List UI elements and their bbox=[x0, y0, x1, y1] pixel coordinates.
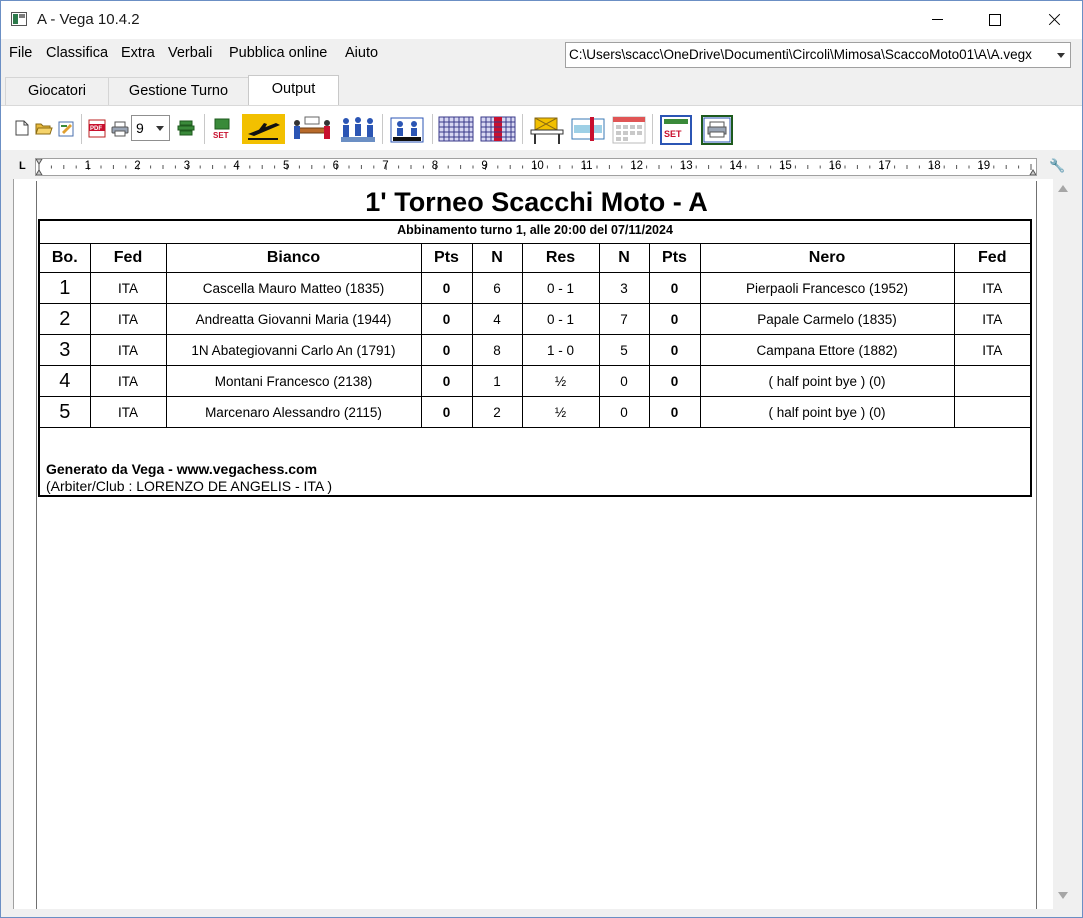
close-button[interactable] bbox=[1024, 1, 1082, 39]
title-bar bbox=[1, 1, 1082, 39]
document-view[interactable] bbox=[13, 179, 1054, 909]
chevron-down-icon[interactable] bbox=[156, 126, 164, 131]
pts-black: 0 bbox=[649, 366, 700, 397]
pairings-box bbox=[38, 219, 1032, 497]
table-row bbox=[40, 304, 1030, 335]
fed-white: ITA bbox=[90, 397, 166, 428]
zoom-select[interactable] bbox=[131, 115, 170, 141]
ruler-number: 15 bbox=[779, 160, 792, 172]
pts-white: 0 bbox=[421, 273, 472, 304]
result: 1 - 0 bbox=[522, 335, 599, 366]
pairings-table bbox=[40, 243, 1030, 428]
table-header-row bbox=[40, 244, 1030, 273]
n-white: 8 bbox=[472, 335, 522, 366]
arbiter-info: (Arbiter/Club : LORENZO DE ANGELIS - ITA ) bbox=[46, 478, 333, 494]
tab-strip bbox=[1, 75, 1082, 105]
header-result: Res bbox=[522, 244, 599, 273]
header-white: Bianco bbox=[166, 244, 421, 273]
white-player: Cascella Mauro Matteo (1835) bbox=[166, 273, 421, 304]
table-row bbox=[40, 397, 1030, 428]
black-player: ( half point bye ) (0) bbox=[700, 366, 954, 397]
document-page bbox=[36, 181, 1037, 909]
n-black: 0 bbox=[599, 366, 649, 397]
n-white: 4 bbox=[472, 304, 522, 335]
pts-white: 0 bbox=[421, 304, 472, 335]
svg-text:SET: SET bbox=[213, 131, 229, 140]
calendar-icon[interactable] bbox=[612, 116, 646, 144]
printer-icon[interactable] bbox=[111, 121, 129, 137]
tab-gestione-turno[interactable]: Gestione Turno bbox=[108, 77, 249, 105]
white-player: Marcenaro Alessandro (2115) bbox=[166, 397, 421, 428]
ruler-number: 6 bbox=[332, 160, 339, 172]
result: 0 - 1 bbox=[522, 304, 599, 335]
chevron-down-icon[interactable] bbox=[1057, 53, 1065, 58]
result: 0 - 1 bbox=[522, 273, 599, 304]
tab-output[interactable]: Output bbox=[248, 75, 339, 106]
set-icon[interactable] bbox=[212, 118, 236, 140]
ruler-number: 11 bbox=[580, 160, 593, 172]
players-icon[interactable] bbox=[340, 115, 376, 145]
toolbar bbox=[1, 105, 1082, 150]
table-row bbox=[40, 273, 1030, 304]
toolbar-separator bbox=[522, 114, 523, 144]
menu-pubblica-online[interactable]: Pubblica online bbox=[229, 45, 328, 61]
menu-extra[interactable]: Extra bbox=[121, 45, 155, 61]
black-player: ( half point bye ) (0) bbox=[700, 397, 954, 428]
toolbar-separator bbox=[652, 114, 653, 144]
n-black: 5 bbox=[599, 335, 649, 366]
ruler-bar bbox=[13, 151, 1076, 179]
grid-purple-icon[interactable] bbox=[438, 116, 474, 142]
pts-white: 0 bbox=[421, 397, 472, 428]
fed-black bbox=[954, 366, 1030, 397]
set-export-icon[interactable] bbox=[659, 115, 693, 145]
fed-white: ITA bbox=[90, 366, 166, 397]
print-stack-icon[interactable] bbox=[177, 119, 195, 137]
board-number: 1 bbox=[40, 273, 90, 304]
board-number: 4 bbox=[40, 366, 90, 397]
minimize-button[interactable] bbox=[908, 1, 966, 39]
wrench-icon[interactable]: 🔧 bbox=[1049, 158, 1066, 173]
file-path-value: C:\Users\scacc\OneDrive\Documenti\Circoli\Mimosa\ScaccoMoto01\A\A.vegx bbox=[569, 47, 1032, 62]
ruler-number: 7 bbox=[382, 160, 389, 172]
maximize-button[interactable] bbox=[966, 1, 1024, 39]
window-title: A - Vega 10.4.2 bbox=[37, 11, 140, 28]
tournament-title: 1' Torneo Scacchi Moto - A bbox=[365, 187, 708, 217]
header-black: Nero bbox=[700, 244, 954, 273]
toolbar-separator bbox=[432, 114, 433, 144]
pts-black: 0 bbox=[649, 397, 700, 428]
ruler-number: 9 bbox=[481, 160, 488, 172]
menu-file[interactable]: File bbox=[9, 45, 33, 61]
ruler-number: 16 bbox=[828, 160, 842, 172]
ruler-number: 1 bbox=[84, 160, 91, 172]
n-black: 0 bbox=[599, 397, 649, 428]
ruler-number: 14 bbox=[729, 160, 743, 172]
fed-black: ITA bbox=[954, 335, 1030, 366]
new-document-icon[interactable] bbox=[14, 120, 30, 136]
tab-giocatori[interactable]: Giocatori bbox=[5, 77, 109, 105]
white-player: Andreatta Giovanni Maria (1944) bbox=[166, 304, 421, 335]
black-player: Campana Ettore (1882) bbox=[700, 335, 954, 366]
toolbar-separator bbox=[382, 114, 383, 144]
board-number: 3 bbox=[40, 335, 90, 366]
generated-by: Generato da Vega - www.vegachess.com bbox=[46, 461, 318, 477]
ruler-number: 12 bbox=[630, 160, 643, 172]
scroll-down-icon[interactable] bbox=[1058, 892, 1068, 899]
ruler-number: 8 bbox=[431, 160, 439, 172]
fed-white: ITA bbox=[90, 335, 166, 366]
file-path-combobox[interactable] bbox=[565, 42, 1071, 68]
menu-verbali[interactable]: Verbali bbox=[168, 45, 213, 61]
board-number: 5 bbox=[40, 397, 90, 428]
fed-black: ITA bbox=[954, 304, 1030, 335]
open-folder-icon[interactable] bbox=[35, 120, 53, 136]
black-player: Papale Carmelo (1835) bbox=[700, 304, 954, 335]
n-black: 7 bbox=[599, 304, 649, 335]
ruler[interactable] bbox=[35, 158, 1037, 176]
header-pts-black: Pts bbox=[649, 244, 700, 273]
scroll-up-icon[interactable] bbox=[1058, 185, 1068, 192]
edit-document-icon[interactable] bbox=[58, 120, 76, 137]
ruler-number: 3 bbox=[183, 160, 191, 172]
n-white: 6 bbox=[472, 273, 522, 304]
pdf-icon[interactable] bbox=[88, 119, 106, 138]
round-subtitle: Abbinamento turno 1, alle 20:00 del 07/11/2024 bbox=[397, 223, 673, 237]
pts-black: 0 bbox=[649, 335, 700, 366]
ruler-number: 18 bbox=[927, 160, 941, 172]
pts-black: 0 bbox=[649, 304, 700, 335]
grid-red-icon[interactable] bbox=[480, 116, 516, 142]
tab-stop-icon[interactable]: L bbox=[19, 160, 26, 172]
ruler-number: 17 bbox=[878, 160, 891, 172]
header-fed-white: Fed bbox=[90, 244, 166, 273]
table-row bbox=[40, 366, 1030, 397]
zoom-value: 9 bbox=[136, 120, 144, 136]
pts-white: 0 bbox=[421, 335, 472, 366]
header-n-black: N bbox=[599, 244, 649, 273]
fed-black: ITA bbox=[954, 273, 1030, 304]
ruler-number: 13 bbox=[679, 160, 693, 172]
export-plane-icon[interactable] bbox=[242, 114, 285, 144]
ruler-number: 19 bbox=[977, 160, 991, 172]
pts-black: 0 bbox=[649, 273, 700, 304]
result: ½ bbox=[522, 397, 599, 428]
white-player: Montani Francesco (2138) bbox=[166, 366, 421, 397]
print-preview-icon[interactable] bbox=[700, 115, 734, 145]
n-white: 2 bbox=[472, 397, 522, 428]
toolbar-separator bbox=[81, 114, 82, 144]
fed-black bbox=[954, 397, 1030, 428]
ruler-number: 4 bbox=[233, 160, 240, 172]
fed-white: ITA bbox=[90, 273, 166, 304]
n-black: 3 bbox=[599, 273, 649, 304]
svg-text:PDF: PDF bbox=[90, 126, 102, 132]
pairing-table-icon[interactable] bbox=[291, 115, 333, 145]
black-player: Pierpaoli Francesco (1952) bbox=[700, 273, 954, 304]
header-n-white: N bbox=[472, 244, 522, 273]
board-number: 2 bbox=[40, 304, 90, 335]
header-board: Bo. bbox=[40, 244, 90, 273]
table-row bbox=[40, 335, 1030, 366]
result: ½ bbox=[522, 366, 599, 397]
app-icon bbox=[11, 12, 27, 26]
header-fed-black: Fed bbox=[954, 244, 1030, 273]
board-table-icon[interactable] bbox=[529, 115, 565, 145]
svg-text:SET: SET bbox=[664, 129, 682, 139]
toolbar-separator bbox=[204, 114, 205, 144]
menu-aiuto[interactable]: Aiuto bbox=[345, 45, 379, 61]
white-player: 1N Abategiovanni Carlo An (1791) bbox=[166, 335, 421, 366]
ruler-number: 5 bbox=[283, 160, 290, 172]
fed-white: ITA bbox=[90, 304, 166, 335]
header-pts-white: Pts bbox=[421, 244, 472, 273]
ruler-number: 10 bbox=[531, 160, 544, 172]
team-icon[interactable] bbox=[389, 115, 425, 145]
card-icon[interactable] bbox=[571, 116, 605, 142]
ruler-number: 2 bbox=[134, 160, 141, 172]
pts-white: 0 bbox=[421, 366, 472, 397]
vertical-scrollbar[interactable] bbox=[1053, 179, 1072, 909]
n-white: 1 bbox=[472, 366, 522, 397]
menu-classifica[interactable]: Classifica bbox=[46, 45, 109, 61]
